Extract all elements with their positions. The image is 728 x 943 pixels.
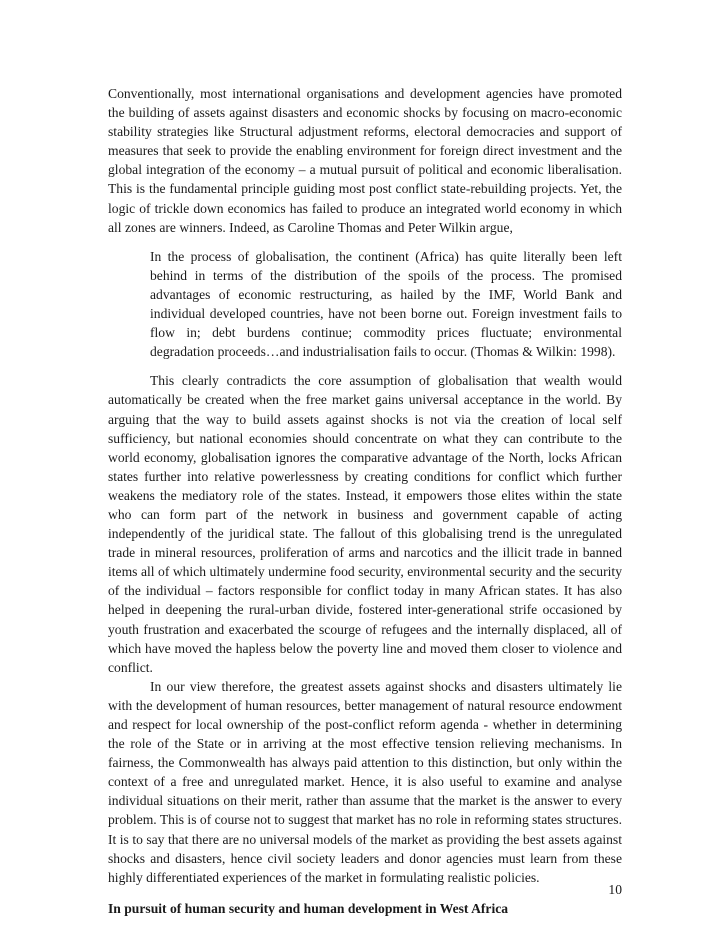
document-page bbox=[108, 84, 622, 918]
intro-paragraph: Conventionally, most international organisations and development agencies have promoted the building of assets against disasters and economic shocks by focusing on macro-economic stability strategies like Structural adjustment reforms, electoral democracies and support of measures that seek to provide the enabling environment for foreign direct investment and the global integration of the economy – a mutual pursuit of political and economic liberalisation. This is the fundamental principle guiding most post conflict state-rebuilding projects. Yet, the logic of trickle down economics has failed to produce an integrated world economy in which all zones are winners. Indeed, as Caroline Thomas and Peter Wilkin argue, bbox=[108, 86, 622, 235]
body-paragraph-assets: In our view therefore, the greatest assets against shocks and disasters ultimately lie with the development of human resources, better management of natural resource endowment and respect for local ownership of the post-conflict reform agenda - whether in determining the role of the State or in arriving at the most effective tension relieving mechanisms. In fairness, the Commonwealth has always paid attention to this distinction, but only within the context of a free and unregulated market. Hence, it is also useful to examine and analyse individual situations on their merit, rather than assume that the market is the answer to every problem. This is of course not to suggest that market has no role in reforming states structures. It is to say that there are no universal models of the market as providing the best assets against shocks and disasters, hence civil society leaders and donor agencies must learn from these highly differentiated experiences of the market in formulating realistic policies. bbox=[108, 678, 622, 885]
body-paragraph-globalisation: This clearly contradicts the core assumption of globalisation that wealth would automatically be created when the free market gains universal acceptance in the world. By arguing that the way to build assets against shocks is not via the creation of local self sufficiency, but national economies should concentrate on what they can contribute to the world economy, globalisation ignores the comparative advantage of the North, locks African states further into relative powerlessness by creating conditions for conflict which further weakens the mediatory role of the states. Instead, it empowers those elites within the state who can form part of the network in business and government capable of acting independently of the juridical state. The fallout of this globalising trend is the unregulated trade in mineral resources, proliferation of arms and narcotics and the illicit trade in banned items all of which ultimately undermine food security, environmental security and the security of the individual – factors responsible for conflict today in many African states. It has also helped in deepening the rural-urban divide, fostered inter-generational strife occasioned by youth frustration and exacerbated the scourge of refugees and the internally displaced, all of which have moved the hapless below the poverty line and moved them closer to violence and conflict. bbox=[108, 373, 622, 675]
page-number: 10 bbox=[608, 882, 622, 897]
section-heading: In pursuit of human security and human development in West Africa bbox=[108, 900, 509, 916]
block-quote: In the process of globalisation, the continent (Africa) has quite literally been left behind in terms of the distribution of the spoils of the process. The promised advantages of economic restructuring, as hailed by the IMF, World Bank and individual developed countries, have not been borne out. Foreign investment fails to flow in; debt burdens continue; commodity prices fluctuate; environmental degradation proceeds…and industrialisation fails to occur. (Thomas & Wilkin: 1998). bbox=[150, 248, 622, 360]
